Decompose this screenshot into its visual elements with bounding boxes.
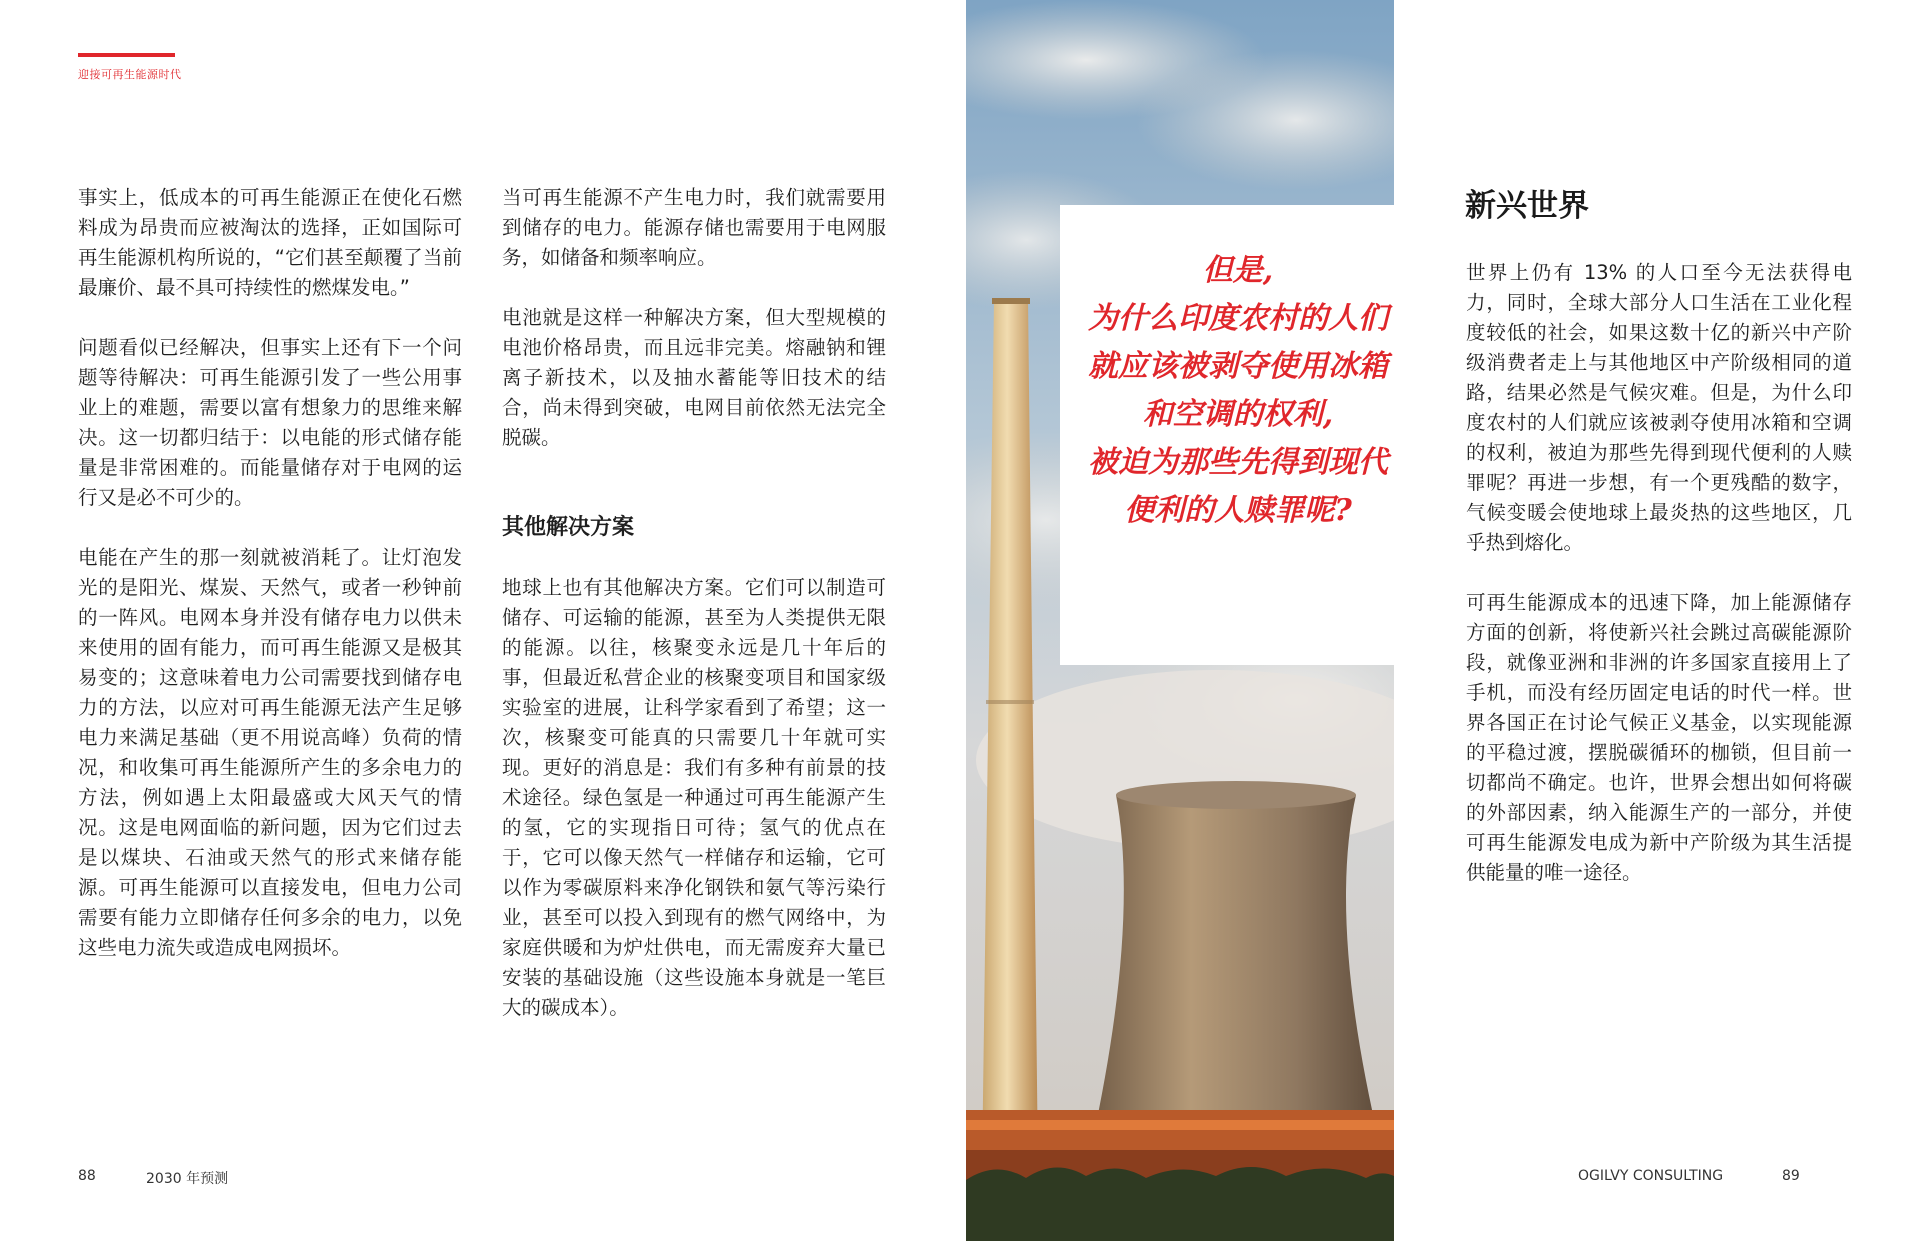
pull-quote-line: 就应该被剥夺使用冰箱 bbox=[1088, 349, 1388, 384]
brand-name: OGILVY CONSULTING bbox=[1578, 1168, 1724, 1184]
running-header: 迎接可再生能源时代 bbox=[78, 68, 182, 81]
left-page-column-2 bbox=[502, 183, 886, 1053]
pull-quote bbox=[1060, 247, 1416, 535]
paragraph: 地球上也有其他解决方案。它们可以制造可储存、可运输的能源，甚至为人类提供无限的能源。以往，核聚变永远是几十年后的事，但最近私营企业的核聚变项目和国家级实验室的进展，让科学家看到了希望；这一次，核聚变可能真的只需要几十年就可实现。更好的消息是：我们有多种有前景的技术途径。绿色氢是一种通过可再生能源产生的氢，它的实现指日可待；氢气的优点在于，它可以像天然气一样储存和运输，它可以作为零碳原料来净化钢铁和氨气等污染行业，甚至可以投入到现有的燃气网络中，为家庭供暖和为炉灶供电，而无需废弃大量已安装的基础设施（这些设施本身就是一笔巨大的碳成本）。 bbox=[502, 576, 886, 1019]
publication-title: 2030 年预测 bbox=[146, 1171, 229, 1187]
subheading: 其他解决方案 bbox=[502, 515, 635, 540]
pull-quote-line: 被迫为那些先得到现代 bbox=[1088, 445, 1388, 480]
paragraph: 问题看似已经解决，但事实上还有下一个问题等待解决：可再生能源引发了一些公用事业上的难题，需要以富有想象力的思维来解决。这一切都归结于：以电能的形式储存能量是非常困难的。而能量储存对于电网的运行又是必不可少的。 bbox=[78, 336, 462, 509]
pull-quote-line: 和空调的权利, bbox=[1142, 397, 1334, 432]
pull-quote-line: 便利的人赎罪呢? bbox=[1124, 493, 1352, 528]
pull-quote-line: 但是, bbox=[1202, 253, 1274, 288]
paragraph: 世界上仍有 13% 的人口至今无法获得电力，同时，全球大部分人口生活在工业化程度较低的社会，如果这数十亿的新兴中产阶级消费者走上与其他地区中产阶级相同的道路，结果必然是气候灾难。但是，为什么印度农村的人们就应该被剥夺使用冰箱和空调的权利，被迫为那些先得到现代便利的人赎罪呢？再进一步想，有一个更残酷的数字，气候变暖会使地球上最炎热的这些地区，几乎热到熔化。 bbox=[1466, 261, 1852, 554]
section-title: 新兴世界 bbox=[1465, 188, 1589, 224]
page-number-left: 88 bbox=[78, 1168, 96, 1184]
paragraph: 电池就是这样一种解决方案，但大型规模的电池价格昂贵，而且远非完美。熔融钠和锂离子新技术，以及抽水蓄能等旧技术的结合，尚未得到突破，电网目前依然无法完全脱碳。 bbox=[502, 306, 886, 449]
paragraph: 可再生能源成本的迅速下降，加上能源储存方面的创新，将使新兴社会跳过高碳能源阶段，就像亚洲和非洲的许多国家直接用上了手机，而没有经历固定电话的时代一样。世界各国正在讨论气候正义基金，以实现能源的平稳过渡，摆脱碳循环的枷锁，但目前一切都尚不确定。也许，世界会想出如何将碳的外部因素，纳入能源生产的一部分，并使可再生能源发电成为新中产阶级为其生活提供能量的唯一途径。 bbox=[1466, 591, 1852, 884]
page-number-right: 89 bbox=[1782, 1168, 1800, 1184]
pull-quote-line: 为什么印度农村的人们 bbox=[1088, 301, 1388, 336]
header-accent-rule bbox=[78, 53, 175, 57]
paragraph: 当可再生能源不产生电力时，我们就需要用到储存的电力。能源存储也需要用于电网服务，如储备和频率响应。 bbox=[502, 186, 886, 269]
right-page-column bbox=[1466, 258, 1852, 918]
paragraph: 电能在产生的那一刻就被消耗了。让灯泡发光的是阳光、煤炭、天然气，或者一秒钟前的一阵风。电网本身并没有储存电力以供未来使用的固有能力，而可再生能源又是极其易变的；这意味着电力公司需要找到储存电力的方法，以应对可再生能源无法产生足够电力来满足基础（更不用说高峰）负荷的情况，和收集可再生能源所产生的多余电力的方法，例如遇上太阳最盛或大风天气的情况。这是电网面临的新问题，因为它们过去是以煤块、石油或天然气的形式来储存能源。可再生能源可以直接发电，但电力公司需要有能力立即储存任何多余的电力，以免这些电力流失或造成电网损坏。 bbox=[78, 546, 462, 959]
left-page-column-1 bbox=[78, 183, 462, 993]
paragraph: 事实上，低成本的可再生能源正在使化石燃料成为昂贵而应被淘汰的选择，正如国际可再生能源机构所说的，“它们甚至颠覆了当前最廉价、最不具可持续性的燃煤发电。” bbox=[78, 186, 462, 299]
pull-quote-box bbox=[1060, 205, 1416, 665]
